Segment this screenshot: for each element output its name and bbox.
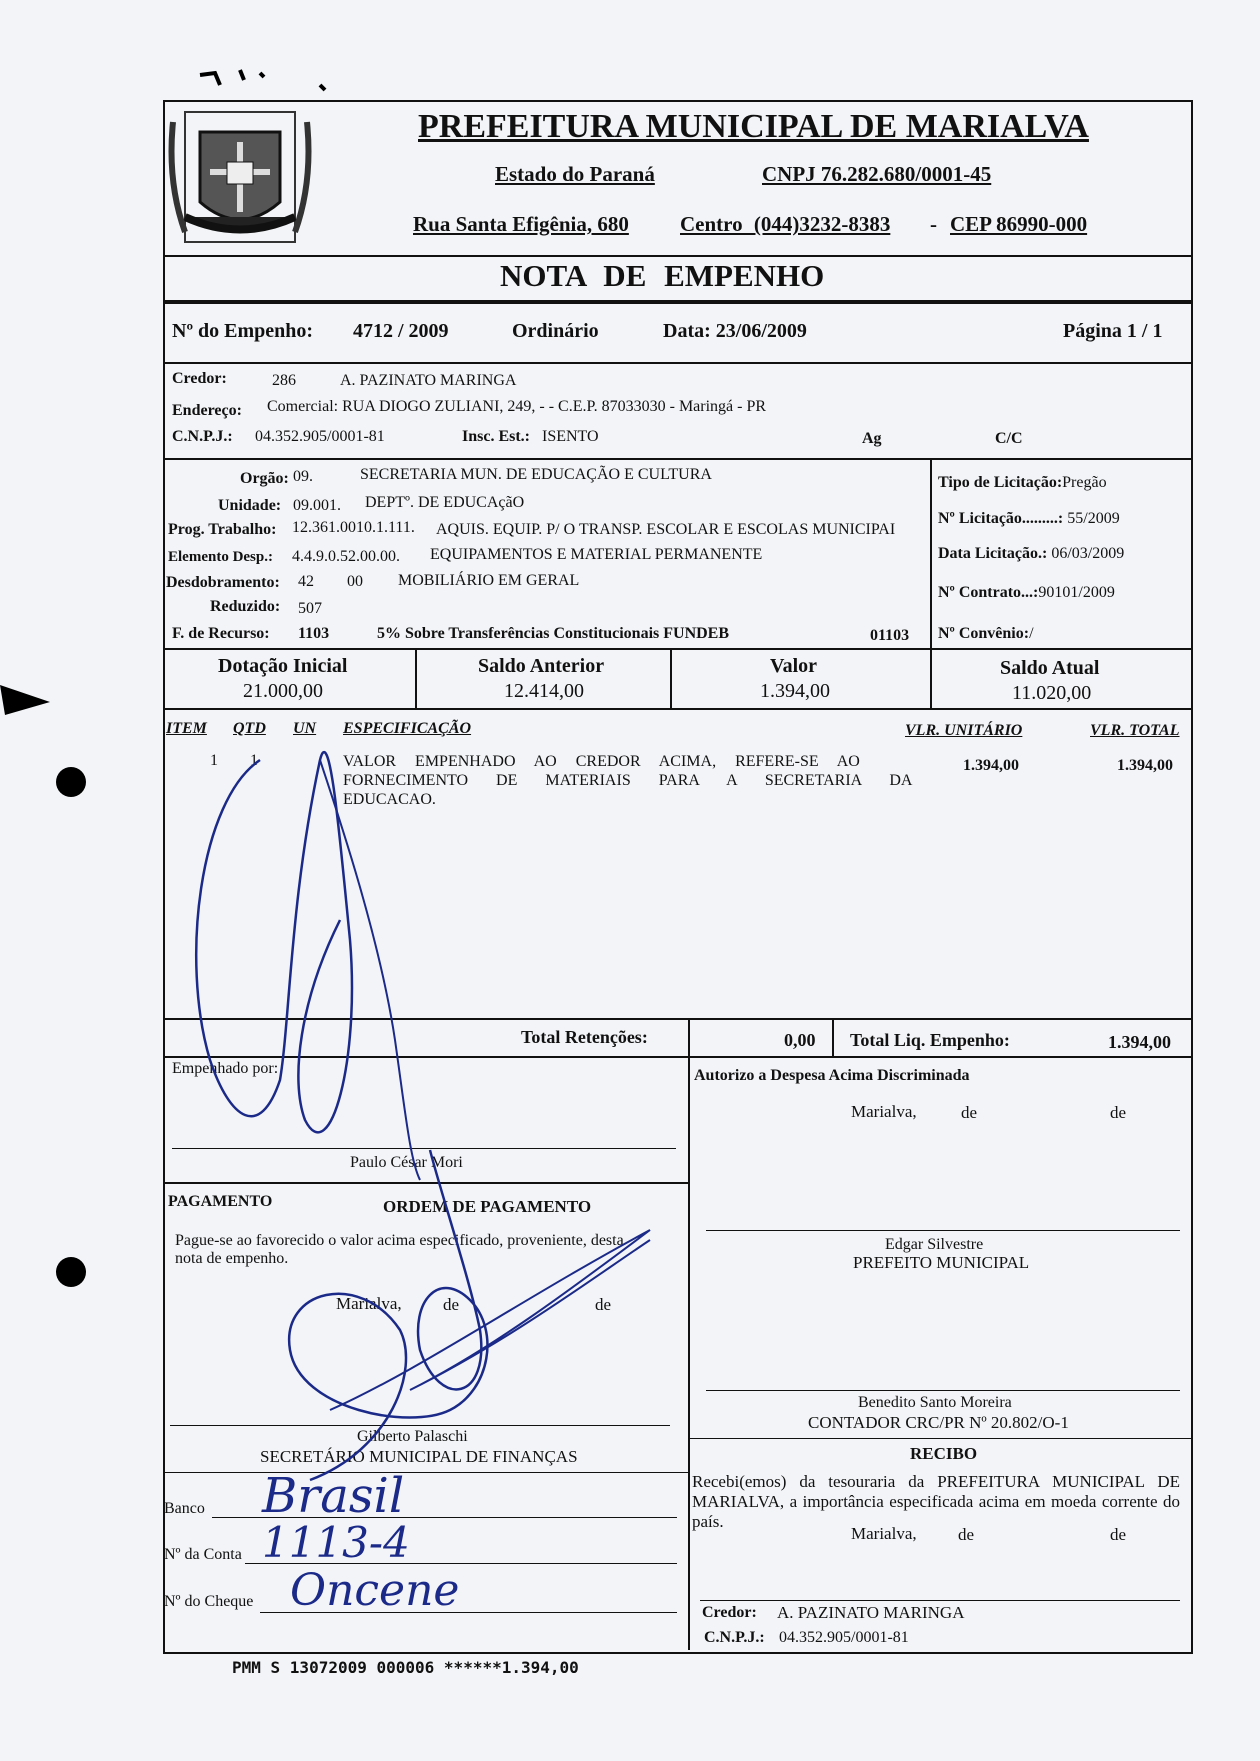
contador-role: CONTADOR CRC/PR Nº 20.802/O-1 — [808, 1413, 1069, 1432]
desd-code2: 00 — [347, 573, 363, 590]
empenho-type: Ordinário — [512, 320, 599, 342]
item-spec-line2: FORNECIMENTO DE MATERIAIS PARA A SECRETARIA DA — [343, 772, 913, 789]
header-phone: Centro (044)3232-8383 — [680, 212, 891, 236]
empenho-number: 4712 / 2009 — [353, 320, 449, 342]
autorizo-de1: de — [961, 1103, 978, 1122]
prog-code: 12.361.0010.1.111. — [292, 519, 415, 536]
recibo-cnpj: 04.352.905/0001-81 — [779, 1629, 909, 1646]
col-unit: VLR. UNITÁRIO — [905, 722, 1023, 739]
punch-hole-bottom — [56, 1257, 86, 1287]
recibo-credor: A. PAZINATO MARINGA — [777, 1603, 965, 1622]
fonte-code: 1103 — [298, 625, 330, 642]
item-total-value: 1.394,00 — [1117, 757, 1173, 774]
address-label: Endereço: — [172, 402, 242, 419]
saldo-anterior-label: Saldo Anterior — [478, 655, 605, 677]
unidade-code: 09.001. — [293, 497, 341, 514]
item-unit-value: 1.394,00 — [963, 757, 1019, 774]
saldo-atual-value: 11.020,00 — [1012, 682, 1092, 704]
pagamento-de2: de — [595, 1295, 612, 1314]
licitacao-contrato: Nº Contrato...:90101/2009 — [938, 584, 1115, 601]
recibo-cnpj-label: C.N.P.J.: — [704, 1629, 765, 1646]
conta-label: Nº da Conta — [164, 1546, 242, 1563]
autorizo-de2: de — [1110, 1103, 1127, 1122]
staple-mark — [0, 680, 60, 720]
licitacao-num: Nº Licitação.........: 55/2009 — [938, 510, 1120, 527]
reduz-value: 507 — [298, 600, 322, 617]
banco-value: Brasil — [262, 1468, 405, 1524]
recibo-credor-label: Credor: — [702, 1604, 757, 1621]
orgao-name: SECRETARIA MUN. DE EDUCAÇÃO E CULTURA — [360, 466, 712, 483]
scan-mark — [160, 55, 330, 95]
credor-name: A. PAZINATO MARINGA — [340, 372, 517, 389]
orgao-label: Orgão: — [240, 470, 289, 487]
empenho-label: Nº do Empenho: — [172, 320, 314, 342]
retencoes-value: 0,00 — [784, 1030, 816, 1050]
item-number: 1 — [210, 752, 218, 769]
licitacao-tipo: Tipo de Licitação:Pregão — [938, 474, 1107, 491]
credor-insc: ISENTO — [542, 428, 599, 445]
licitacao-data: Data Licitação.: 06/03/2009 — [938, 545, 1125, 562]
elem-label: Elemento Desp.: — [168, 549, 273, 565]
cheque-label: Nº do Cheque — [164, 1593, 254, 1610]
coat-of-arms-icon — [165, 102, 315, 252]
prefeito-role: PREFEITO MUNICIPAL — [853, 1253, 1030, 1272]
col-spec: ESPECIFICAÇÃO — [343, 720, 472, 737]
saldo-anterior-value: 12.414,00 — [504, 680, 584, 702]
empenhado-label: Empenhado por: — [172, 1060, 279, 1077]
item-spec-line1: VALOR EMPENHADO AO CREDOR ACIMA, REFERE-SE AO — [343, 753, 860, 770]
empenho-date: Data: 23/06/2009 — [663, 320, 807, 342]
valor-label: Valor — [770, 655, 818, 677]
credor-cnpj: 04.352.905/0001-81 — [255, 428, 385, 445]
col-un: UN — [293, 720, 317, 737]
empenhado-name: Paulo César Mori — [350, 1154, 463, 1171]
conta-value: 1113-4 — [262, 1518, 410, 1567]
pagamento-label: PAGAMENTO — [168, 1193, 273, 1210]
fonte-name: 5% Sobre Transferências Constitucionais FUNDEB — [377, 625, 730, 642]
pagamento-text: Pague-se ao favorecido o valor acima especificado, proveniente, desta nota de empenho. — [175, 1232, 624, 1267]
item-qtd: 1 — [250, 752, 258, 769]
secretario-name: Gilberto Palaschi — [357, 1428, 468, 1445]
elem-code: 4.4.9.0.52.00.00. — [292, 548, 400, 565]
valor-value: 1.394,00 — [760, 680, 830, 702]
recibo-de1: de — [958, 1525, 975, 1544]
cnpj-label: C.N.P.J.: — [172, 428, 233, 445]
empenho-page: Página 1 / 1 — [1063, 320, 1163, 342]
desd-name: MOBILIÁRIO EM GERAL — [398, 572, 580, 589]
print-stamp: PMM S 13072009 000006 ******1.394,00 — [232, 1658, 579, 1677]
ordem-pagamento-title: ORDEM DE PAGAMENTO — [383, 1197, 592, 1216]
header-street: Rua Santa Efigênia, 680 — [413, 212, 629, 236]
orgao-code: 09. — [293, 468, 313, 485]
doc-title: NOTA DE EMPENHO — [500, 258, 825, 293]
saldo-atual-label: Saldo Atual — [1000, 657, 1100, 679]
pagamento-place: Marialva, — [336, 1294, 402, 1313]
pagamento-de1: de — [443, 1295, 460, 1314]
credor-label: Credor: — [172, 370, 227, 387]
page-title: PREFEITURA MUNICIPAL DE MARIALVA — [418, 108, 1089, 145]
cc-label: C/C — [995, 430, 1023, 447]
insc-label: Insc. Est.: — [462, 428, 531, 445]
retencoes-label: Total Retenções: — [521, 1027, 648, 1047]
recibo-de2: de — [1110, 1525, 1127, 1544]
contador-name: Benedito Santo Moreira — [858, 1394, 1012, 1411]
recibo-label: RECIBO — [910, 1444, 978, 1463]
credor-code: 286 — [272, 372, 296, 389]
ag-label: Ag — [862, 430, 882, 447]
fonte-label: F. de Recurso: — [172, 625, 270, 642]
autorizo-place: Marialva, — [851, 1102, 917, 1121]
header-cep-sep: - — [930, 212, 937, 236]
elem-name: EQUIPAMENTOS E MATERIAL PERMANENTE — [430, 546, 763, 563]
signature-empenhado — [180, 700, 500, 1180]
prog-label: Prog. Trabalho: — [168, 521, 277, 538]
recibo-place: Marialva, — [851, 1524, 917, 1543]
autorizo-label: Autorizo a Despesa Acima Discriminada — [694, 1067, 970, 1084]
header-cnpj: CNPJ 76.282.680/0001-45 — [762, 162, 992, 186]
unidade-name: DEPTº. DE EDUCAçãO — [365, 494, 525, 511]
licitacao-convenio: Nº Convênio:/ — [938, 625, 1034, 642]
desd-label: Desdobramento: — [166, 574, 280, 591]
credor-address: Comercial: RUA DIOGO ZULIANI, 249, - - C.E.P. 87033030 - Maringá - PR — [267, 398, 767, 415]
liq-label: Total Liq. Empenho: — [850, 1030, 1010, 1050]
prog-name: AQUIS. EQUIP. P/ O TRANSP. ESCOLAR E ESCOLAS MUNICIPAI — [436, 521, 896, 538]
dotacao-label: Dotação Inicial — [218, 655, 348, 677]
liq-value: 1.394,00 — [1108, 1032, 1171, 1052]
secretario-role: SECRETÁRIO MUNICIPAL DE FINANÇAS — [260, 1447, 578, 1466]
banco-label: Banco — [164, 1500, 205, 1517]
fonte-code2: 01103 — [870, 627, 910, 644]
unidade-label: Unidade: — [218, 497, 282, 514]
reduz-label: Reduzido: — [210, 598, 281, 615]
prefeito-name: Edgar Silvestre — [885, 1236, 984, 1253]
signature-secretario — [270, 1150, 670, 1480]
header-cep: CEP 86990-000 — [950, 212, 1088, 236]
col-item: ITEM — [166, 720, 207, 737]
cheque-value: Oncene — [290, 1565, 460, 1616]
desd-code1: 42 — [298, 573, 314, 590]
header-state: Estado do Paraná — [495, 162, 655, 186]
dotacao-value: 21.000,00 — [243, 680, 323, 702]
col-qtd: QTD — [233, 720, 266, 737]
recibo-text: Recebi(emos) da tesouraria da PREFEITURA MUNICIPAL DE MARIALVA, a importância especificada acima em moeda corrente do país. — [692, 1472, 1180, 1531]
punch-hole-top — [56, 767, 86, 797]
item-spec-line3: EDUCACAO. — [343, 791, 436, 808]
col-total: VLR. TOTAL — [1090, 722, 1180, 739]
